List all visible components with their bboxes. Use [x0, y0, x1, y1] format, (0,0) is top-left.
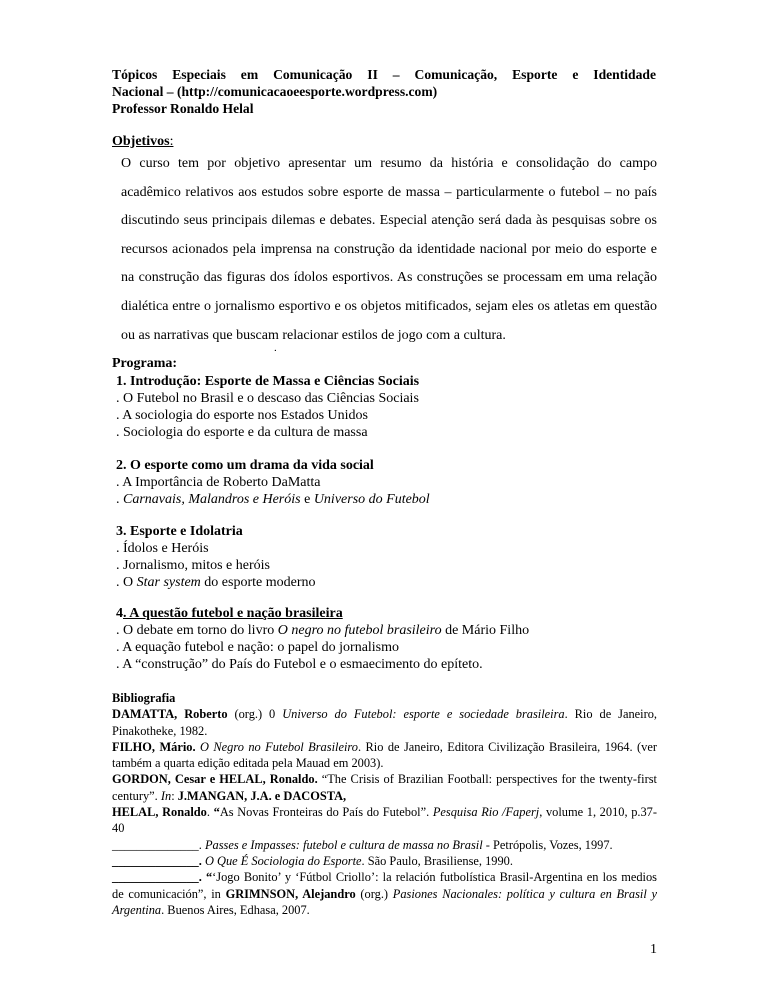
bibliography-entry: ______________. Passes e Impasses: futebol e cultura de massa no Brasil - Petrópolis, Vozes, 1997.	[112, 837, 613, 852]
list-item: . O debate em torno do livro O negro no futebol brasileiro de Mário Filho	[116, 623, 530, 638]
bibliography	[112, 690, 657, 918]
section-1-heading: 1. Introdução: Esporte de Massa e Ciências Sociais	[116, 374, 420, 389]
section-4-heading: 4. A questão futebol e nação brasileira	[116, 606, 343, 621]
section-2-heading: 2. O esporte como um drama da vida social	[116, 458, 374, 473]
list-item: . O Futebol no Brasil e o descaso das Ciências Sociais	[116, 391, 419, 406]
course-title-line-1: Tópicos Especiais em Comunicação II – Comunicação, Esporte e Identidade	[112, 67, 656, 82]
bibliography-entry: ______________. “‘Jogo Bonito’ y ‘Fútbol Criollo’: la relación futbolística Brasil-Argentina en los medios de comunicación”, in GRIMNSON, Alejandro (org.) Pasiones Nacionales: política y cultura en Brasil y Argentina. Buenos Aires, Edhasa, 2007.	[112, 870, 657, 917]
bibliography-entry: GORDON, Cesar e HELAL, Ronaldo. “The Crisis of Brazilian Football: perspectives for the twenty-first century”. In: J.MANGAN, J.A. e DACOSTA,	[112, 772, 657, 803]
bibliography-entry: ______________. O Que É Sociologia do Esporte. São Paulo, Brasiliense, 1990.	[112, 853, 513, 868]
section-3-heading: 3. Esporte e Idolatria	[116, 524, 243, 539]
list-item: . A “construção” do País do Futebol e o esmaecimento do epíteto.	[116, 657, 483, 672]
list-item: . Jornalismo, mitos e heróis	[116, 558, 270, 573]
bibliography-entry: HELAL, Ronaldo. “As Novas Fronteiras do País do Futebol”. Pesquisa Rio /Faperj, volume 1, 2010, p.37-40	[112, 805, 658, 836]
list-item: . A equação futebol e nação: o papel do jornalismo	[116, 640, 400, 655]
program-section-2	[116, 457, 430, 508]
bibliography-entry: FILHO, Mário. O Negro no Futebol Brasileiro. Rio de Janeiro, Editora Civilização Brasileira, 1964. (ver também a quarta edição editada pela Mauad em 2003).	[112, 739, 657, 771]
page-number: 1	[650, 942, 657, 957]
list-item: . Ídolos e Heróis	[116, 541, 209, 556]
program-section-3	[116, 523, 316, 591]
stray-dot: .	[274, 342, 277, 354]
programa-heading: Programa:	[112, 356, 178, 371]
course-header	[112, 66, 656, 117]
program-section-4	[116, 605, 529, 673]
professor-name: Professor Ronaldo Helal	[112, 101, 254, 116]
program-section-1	[116, 373, 419, 441]
list-item: . Sociologia do esporte e da cultura de massa	[116, 425, 368, 440]
bibliography-entry: DAMATTA, Roberto (org.) 0 Universo do Futebol: esporte e sociedade brasileira. Rio de Janeiro, Pinakotheke, 1982.	[112, 707, 657, 738]
course-title-line-2: Nacional – (http://comunicacaoeesporte.wordpress.com)	[112, 84, 438, 99]
objetivos-body: O curso tem por objetivo apresentar um resumo da história e consolidação do campo acadêmico relativos aos estudos sobre esporte de massa – particularmente o futebol – no país discutindo seus principais dilemas e debates. Especial atenção será dada às pesquisas sobre os recursos acionados pela imprensa na construção da identidade nacional por meio do esporte e na construção das figuras dos ídolos esportivos. As construções se processam em uma relação dialética entre o jornalismo esportivo e os objetos mitificados, sejam eles os atletas em questão ou as narrativas que buscam relacionar estilos de jogo com a cultura.	[121, 156, 657, 343]
objetivos-heading: Objetivos:	[112, 134, 174, 149]
list-item: . A sociologia do esporte nos Estados Unidos	[116, 408, 368, 423]
list-item: . O Star system do esporte moderno	[116, 575, 316, 590]
list-item: . Carnavais, Malandros e Heróis e Universo do Futebol	[116, 492, 430, 507]
bibliography-heading: Bibliografia	[112, 691, 176, 705]
list-item: . A Importância de Roberto DaMatta	[116, 475, 321, 490]
